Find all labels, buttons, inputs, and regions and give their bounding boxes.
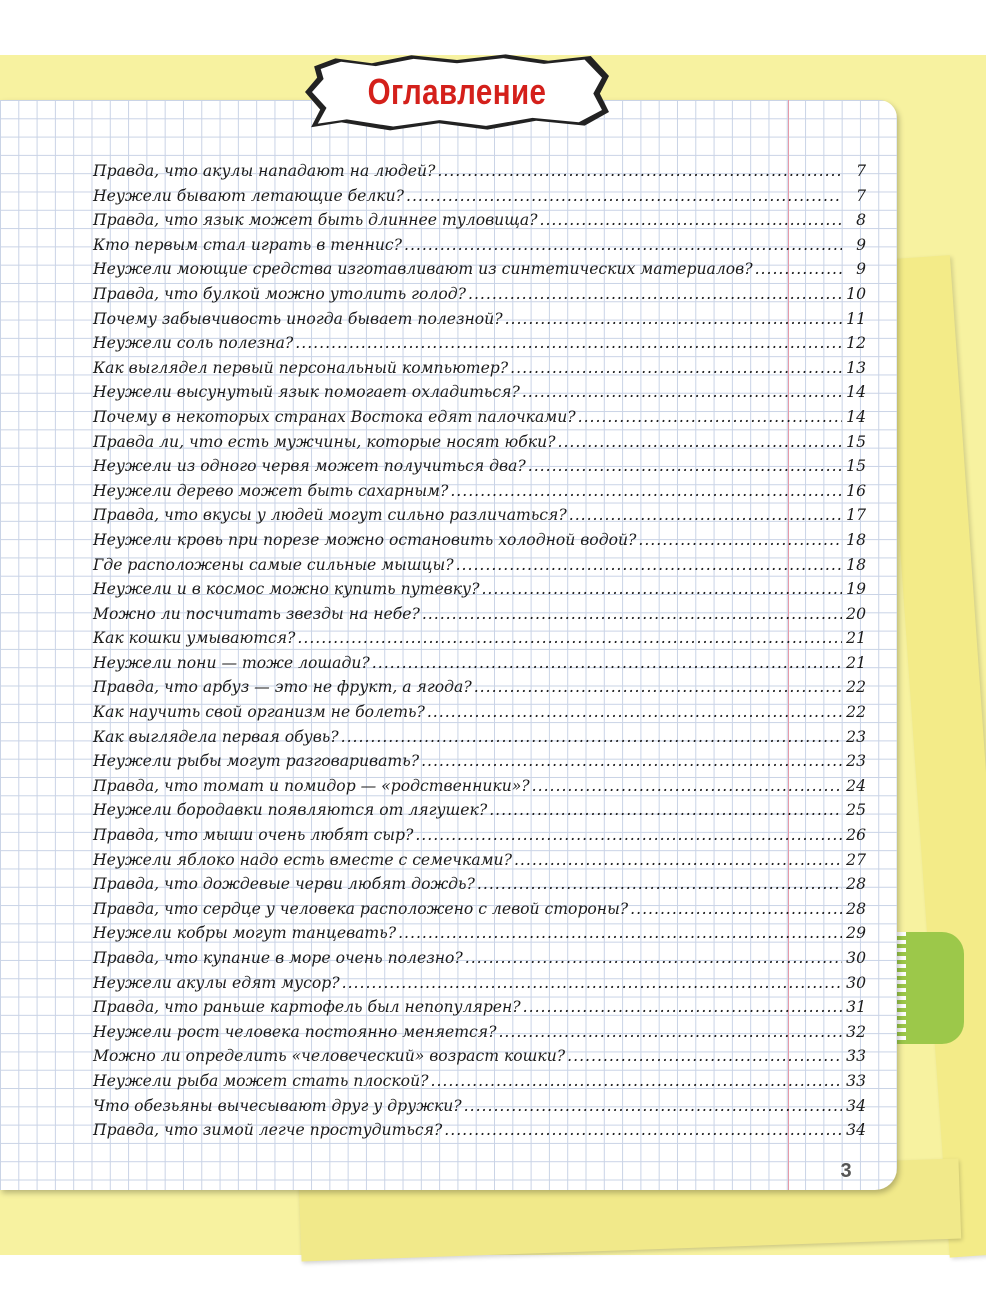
toc-entry-page: 25 [846,801,866,820]
toc-entry[interactable] [93,356,866,381]
toc-entry-page: 21 [846,653,866,672]
toc-entry[interactable] [93,1020,866,1045]
toc-dot-leader [468,282,842,307]
toc-entry-page: 23 [846,752,866,771]
toc-dot-leader [755,257,842,282]
toc-dot-leader [514,848,842,873]
toc-entry-page: 16 [846,481,866,500]
toc-entry[interactable] [93,602,866,627]
toc-entry-page: 7 [856,162,866,180]
toc-entry[interactable] [93,1069,866,1094]
toc-dot-leader [630,897,842,922]
page-number: 3 [840,1160,852,1182]
toc-entry-title: Что обезьяны вычесывают друг у дружки? [93,1096,462,1115]
toc-entry-title: Правда, что язык может быть длиннее туловища? [93,211,538,230]
toc-entry[interactable] [93,380,866,405]
toc-dot-leader [489,798,842,823]
toc-entry-title: Правда, что акулы нападают на людей? [93,162,436,180]
toc-dot-leader [477,872,842,897]
toc-dot-leader [342,971,842,996]
toc-entry[interactable] [93,1118,866,1143]
toc-entry-title: Правда ли, что есть мужчины, которые носят юбки? [93,432,556,451]
toc-entry-title: Неужели бородавки появляются от лягушек? [93,801,488,820]
toc-entry[interactable] [93,872,866,897]
toc-entry-page: 30 [846,973,866,992]
toc-entry[interactable] [93,307,866,332]
toc-dot-leader [404,233,842,258]
toc-entry-title: Правда, что мыши очень любят сыр? [93,826,414,845]
toc-entry-page: 26 [846,826,866,845]
toc-entry-title: Неужели и в космос можно купить путевку? [93,580,480,599]
toc-entry-title: Неужели из одного червя может получиться два? [93,457,526,476]
toc-entry-page: 8 [856,211,866,230]
toc-dot-leader [295,331,842,356]
toc-dot-leader [465,946,842,971]
toc-entry[interactable] [93,700,866,725]
toc-entry-title: Неужели соль полезна? [93,334,294,353]
toc-entry[interactable] [93,823,866,848]
toc-entry-page: 9 [856,235,866,254]
toc-entry-title: Неужели рыбы могут разговаривать? [93,752,420,771]
toc-entry[interactable] [93,897,866,922]
toc-entry[interactable] [93,1044,866,1069]
toc-entry-page: 10 [846,284,866,303]
toc-dot-leader [341,725,842,750]
toc-entry-title: Неужели рост человека постоянно меняется? [93,1022,497,1041]
toc-entry[interactable] [93,528,866,553]
toc-dot-leader [415,823,842,848]
toc-dot-leader [510,356,842,381]
green-bookmark-tab [900,932,964,1044]
toc-entry-title: Неужели пони — тоже лошади? [93,653,370,672]
toc-entry[interactable] [93,430,866,455]
toc-entry-page: 13 [846,358,866,377]
toc-entry-page: 19 [846,580,866,599]
toc-entry[interactable] [93,798,866,823]
toc-dot-leader [464,1094,842,1119]
toc-entry-page: 18 [846,555,866,574]
toc-dot-leader [505,307,842,332]
toc-entry-title: Неужели акулы едят мусор? [93,973,340,992]
toc-entry-page: 15 [846,457,866,476]
toc-entry[interactable] [93,208,866,233]
toc-dot-leader [372,651,842,676]
toc-entry-title: Правда, что вкусы у людей могут сильно различаться? [93,506,567,525]
toc-entry[interactable] [93,159,866,184]
toc-entry[interactable] [93,971,866,996]
toc-entry[interactable] [93,651,866,676]
toc-entry-title: Где расположены самые сильные мышцы? [93,555,454,574]
toc-entry-page: 12 [846,334,866,353]
toc-entry-page: 34 [846,1121,866,1140]
toc-entry-page: 24 [846,776,866,795]
toc-entry-title: Как кошки умываются? [93,629,296,648]
toc-entry-title: Неужели дерево может быть сахарным? [93,481,449,500]
toc-entry-page: 15 [846,432,866,451]
toc-entry[interactable] [93,725,866,750]
toc-entry-page: 22 [846,678,866,697]
toc-entry-page: 23 [846,727,866,746]
toc-entry[interactable] [93,553,866,578]
toc-dot-leader [528,454,842,479]
green-tab-torn-edge [896,932,906,1044]
toc-entry-title: Правда, что дождевые черви любят дождь? [93,875,475,894]
toc-entry[interactable] [93,749,866,774]
toc-entry-page: 14 [846,383,866,402]
toc-entry-title: Неужели кровь при порезе можно остановить холодной водой? [93,530,637,549]
toc-entry-title: Неужели моющие средства изготавливают из синтетических материалов? [93,260,753,279]
toc-dot-leader [558,430,843,455]
toc-entry-title: Правда, что купание в море очень полезно? [93,949,463,967]
toc-entry-page: 9 [856,260,866,279]
toc-entry[interactable] [93,577,866,602]
table-of-contents [93,159,866,1143]
toc-entry-title: Кто первым стал играть в теннис? [93,235,402,254]
toc-entry[interactable] [93,454,866,479]
toc-entry-title: Правда, что сердце у человека расположено с левой стороны? [93,899,629,918]
toc-entry-page: 32 [846,1022,866,1041]
toc-dot-leader [297,626,842,651]
toc-entry[interactable] [93,331,866,356]
toc-dot-leader [567,1044,842,1069]
toc-entry[interactable] [93,626,866,651]
toc-entry[interactable] [93,233,866,258]
toc-entry-page: 17 [846,506,866,525]
toc-dot-leader [474,675,842,700]
toc-entry-page: 34 [846,1096,866,1115]
toc-dot-leader [638,528,842,553]
toc-dot-leader [427,700,842,725]
toc-entry-title: Неужели кобры могут танцевать? [93,924,397,943]
toc-dot-leader [406,184,842,209]
toc-entry[interactable] [93,257,866,282]
toc-entry-title: Почему в некоторых странах Востока едят палочками? [93,407,576,426]
toc-entry[interactable] [93,946,866,971]
toc-entry-title: Можно ли посчитать звезды на небе? [93,604,420,623]
toc-entry-title: Неужели рыба может стать плоской? [93,1071,429,1090]
toc-entry[interactable] [93,774,866,799]
toc-entry-title: Правда, что зимой легче простудиться? [93,1121,443,1140]
toc-dot-leader [430,1069,842,1094]
toc-entry-page: 22 [846,703,866,722]
toc-entry[interactable] [93,503,866,528]
toc-entry-page: 29 [846,924,866,943]
toc-entry[interactable] [93,282,866,307]
toc-entry[interactable] [93,995,866,1020]
toc-entry[interactable] [93,405,866,430]
toc-entry-title: Правда, что томат и помидор — «родственники»? [93,776,530,795]
toc-entry-title: Можно ли определить «человеческий» возраст кошки? [93,1047,566,1066]
toc-dot-leader [532,774,842,799]
toc-dot-leader [450,479,842,504]
toc-entry-title: Неужели высунутый язык помогает охладиться? [93,383,520,402]
toc-entry-title: Как выглядел первый персональный компьютер? [93,358,509,377]
toc-dot-leader [444,1118,842,1143]
toc-entry-page: 28 [846,875,866,894]
toc-entry[interactable] [93,1094,866,1119]
toc-entry-page: 30 [846,949,866,967]
toc-dot-leader [421,749,842,774]
toc-entry-page: 20 [846,604,866,623]
toc-entry-page: 27 [846,850,866,869]
toc-entry-page: 11 [846,309,866,328]
toc-entry-page: 33 [846,1071,866,1090]
toc-entry-title: Неужели бывают летающие белки? [93,186,405,205]
toc-dot-leader [422,602,842,627]
toc-entry[interactable] [93,184,866,209]
toc-dot-leader [578,405,842,430]
toc-entry[interactable] [93,479,866,504]
toc-dot-leader [498,1020,842,1045]
toc-entry[interactable] [93,921,866,946]
toc-entry-page: 18 [846,530,866,549]
toc-entry-title: Как научить свой организм не болеть? [93,703,425,722]
toc-entry-page: 28 [846,899,866,918]
toc-entry-title: Как выглядела первая обувь? [93,727,339,746]
toc-dot-leader [456,553,842,578]
toc-entry-page: 31 [846,998,866,1017]
toc-dot-leader [540,208,843,233]
toc-entry-page: 33 [846,1047,866,1066]
toc-entry[interactable] [93,848,866,873]
toc-entry-title: Неужели яблоко надо есть вместе с семечками? [93,850,512,869]
toc-entry-title: Правда, что раньше картофель был непопулярен? [93,998,521,1017]
toc-dot-leader [522,380,842,405]
toc-entry[interactable] [93,675,866,700]
toc-entry-title: Правда, что булкой можно утолить голод? [93,284,466,303]
toc-entry-page: 21 [846,629,866,648]
toc-dot-leader [523,995,842,1020]
toc-dot-leader [398,921,842,946]
toc-entry-title: Почему забывчивость иногда бывает полезной? [93,309,503,328]
toc-entry-title: Правда, что арбуз — это не фрукт, а ягода? [93,678,472,697]
page-title: Оглавление [367,71,547,112]
toc-entry-page: 7 [856,186,866,205]
toc-dot-leader [481,577,842,602]
toc-dot-leader [569,503,842,528]
toc-dot-leader [437,159,842,184]
toc-entry-page: 14 [846,407,866,426]
